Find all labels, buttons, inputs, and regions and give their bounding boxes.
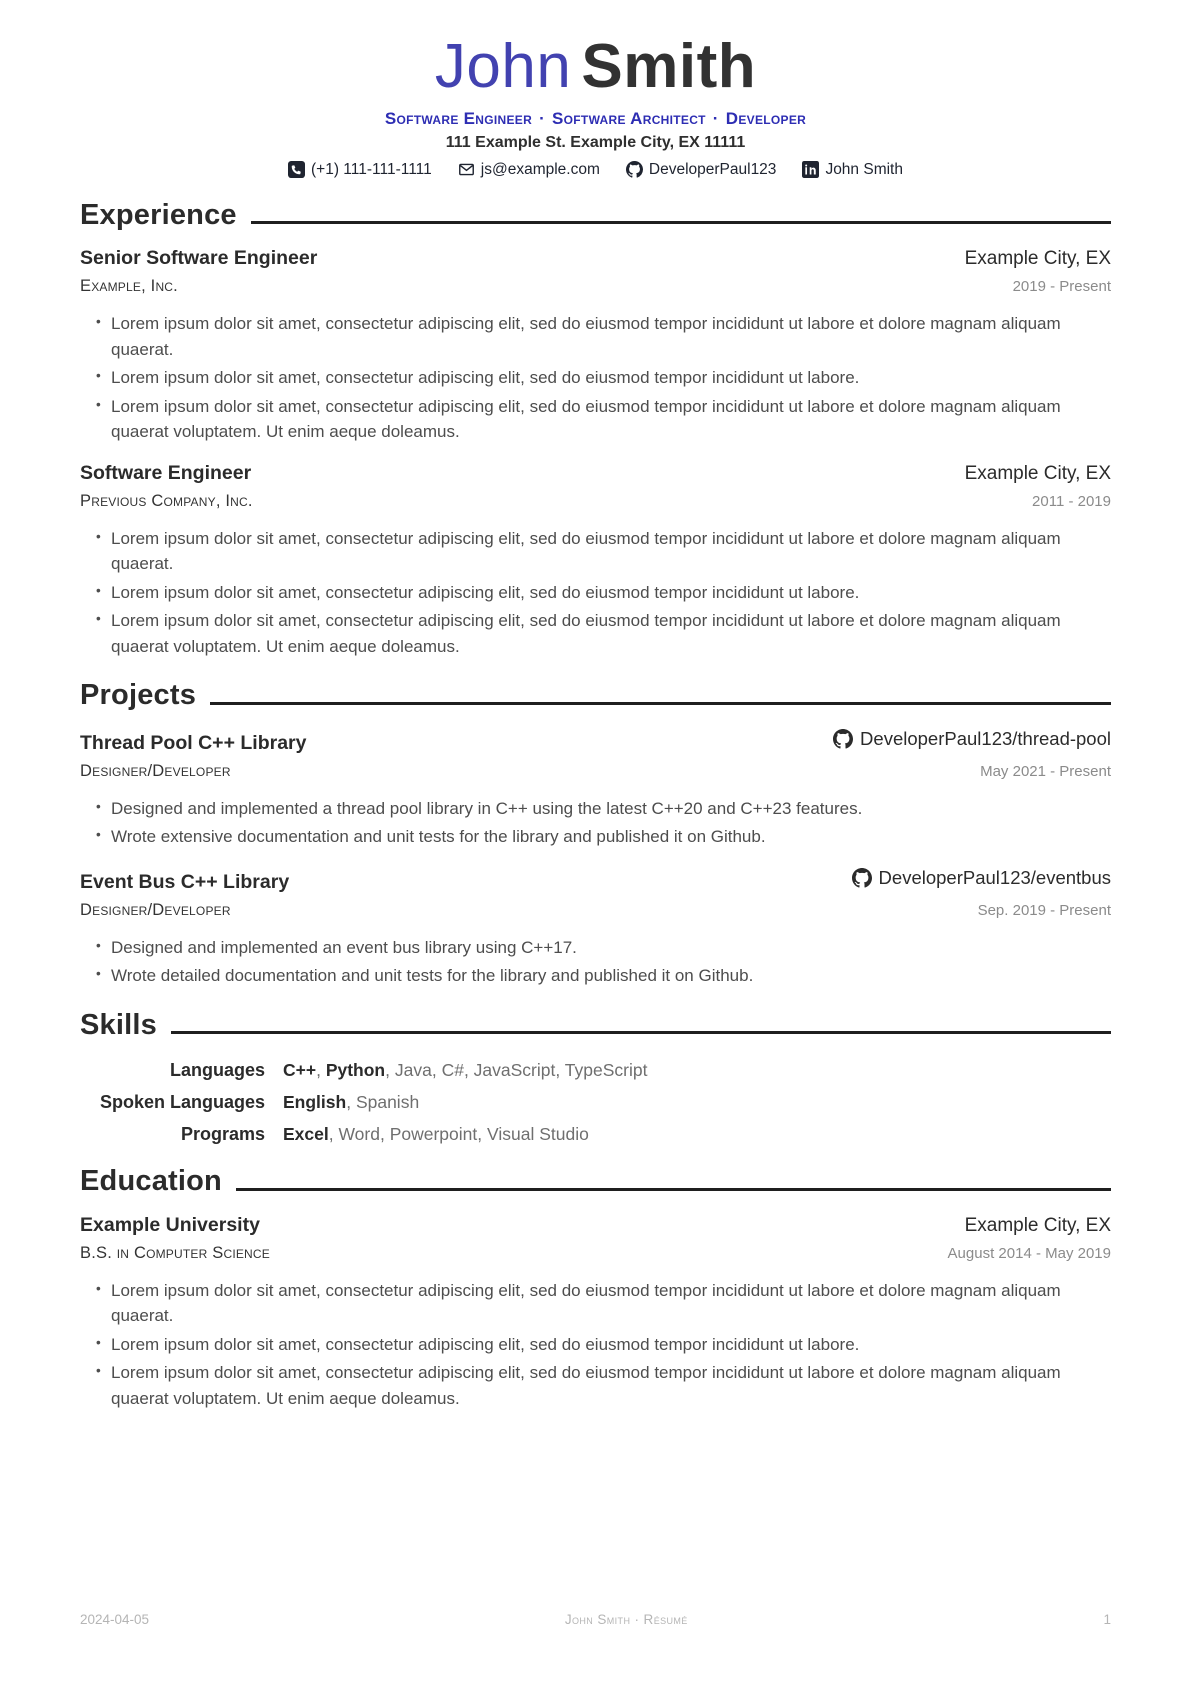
bullet-item: • Lorem ipsum dolor sit amet, consectetur adipiscing elit, sed do eiusmod tempor incididunt ut labore et dolore magnam aliquam quaerat voluptatem. Ut enim aeque doleamus. bbox=[96, 608, 1111, 659]
skill-item: Excel bbox=[283, 1124, 329, 1145]
bullet-item: • Lorem ipsum dolor sit amet, consectetur adipiscing elit, sed do eiusmod tempor incididunt ut labore. bbox=[96, 1332, 1111, 1358]
full-name bbox=[80, 34, 1111, 101]
section-heading bbox=[80, 1010, 1111, 1040]
bullet-list bbox=[80, 935, 1111, 989]
bullet-item: • Lorem ipsum dolor sit amet, consectetur adipiscing elit, sed do eiusmod tempor incididunt ut labore et dolore magnam aliquam quaerat. bbox=[96, 311, 1111, 362]
entry-header-row bbox=[80, 462, 1111, 485]
bullet-item: • Wrote detailed documentation and unit tests for the library and published it on Github. bbox=[96, 963, 1111, 989]
entry-subtitle: B.S. in Computer Science bbox=[80, 1243, 270, 1262]
entry-dates: 2011 - 2019 bbox=[1032, 492, 1111, 510]
skill-row bbox=[80, 1060, 1111, 1081]
section-rule bbox=[210, 702, 1111, 705]
section-title: Education bbox=[80, 1165, 222, 1198]
skill-label: Languages bbox=[169, 1060, 265, 1081]
phone-icon bbox=[288, 161, 305, 178]
experience-entry bbox=[80, 247, 1111, 445]
entry-title: Thread Pool C++ Library bbox=[80, 731, 307, 754]
entry-header-row bbox=[80, 728, 1111, 755]
email-contact[interactable] bbox=[458, 161, 600, 179]
section-heading bbox=[80, 200, 1111, 230]
repo-name: DeveloperPaul123/thread-pool bbox=[860, 727, 1111, 749]
contact-text: John Smith bbox=[825, 160, 903, 178]
skill-label: Programs bbox=[180, 1124, 265, 1145]
bullet-list bbox=[80, 796, 1111, 850]
education-entry bbox=[80, 1214, 1111, 1412]
entry-title: Event Bus C++ Library bbox=[80, 870, 290, 893]
contact-text: js@example.com bbox=[480, 160, 600, 178]
contact-text: (+1) 111-111-1111 bbox=[311, 160, 432, 178]
skill-row bbox=[80, 1092, 1111, 1113]
skill-item: Spanish bbox=[355, 1092, 420, 1113]
entry-location: Example City, EX bbox=[964, 248, 1111, 270]
repo-name: DeveloperPaul123/eventbus bbox=[878, 866, 1111, 888]
section-heading bbox=[80, 680, 1111, 710]
entry-subtitle: Designer/Developer bbox=[80, 761, 231, 780]
section-rule bbox=[236, 1188, 1111, 1191]
experience-entries bbox=[80, 247, 1111, 659]
skill-row bbox=[80, 1124, 1111, 1145]
entry-subtitle: Previous Company, Inc. bbox=[80, 491, 253, 510]
linkedin-icon bbox=[802, 161, 819, 178]
skill-item: Java bbox=[394, 1060, 432, 1081]
section-projects bbox=[80, 680, 1111, 988]
skill-label: Spoken Languages bbox=[99, 1092, 265, 1113]
first-name: John bbox=[434, 32, 572, 101]
experience-entry bbox=[80, 462, 1111, 660]
tagline-separator: · bbox=[539, 108, 546, 128]
entry-dates: Sep. 2019 - Present bbox=[977, 901, 1111, 919]
bullet-item: • Wrote extensive documentation and unit tests for the library and published it on Github. bbox=[96, 824, 1111, 850]
resume-header bbox=[80, 34, 1111, 179]
skill-item: C++ bbox=[283, 1060, 317, 1081]
skill-item: TypeScript bbox=[564, 1060, 648, 1081]
entry-location: Example City, EX bbox=[964, 462, 1111, 484]
project-entry bbox=[80, 867, 1111, 989]
entry-subheader-row bbox=[80, 1244, 1111, 1263]
section-title: Skills bbox=[80, 1008, 157, 1041]
project-entry bbox=[80, 728, 1111, 850]
project-entries bbox=[80, 728, 1111, 989]
section-rule bbox=[251, 221, 1111, 224]
bullet-item: • Designed and implemented a thread pool library in C++ using the latest C++20 and C++23 features. bbox=[96, 796, 1111, 822]
bullet-list bbox=[80, 1278, 1111, 1412]
tagline-separator: · bbox=[712, 108, 719, 128]
skills-rows bbox=[80, 1060, 1111, 1145]
github-contact[interactable] bbox=[626, 161, 777, 179]
contact-row bbox=[80, 161, 1111, 179]
entry-title: Example University bbox=[80, 1213, 260, 1236]
entry-subheader-row bbox=[80, 277, 1111, 296]
skill-values: C++, Python, Java, C#, JavaScript, TypeScript bbox=[283, 1060, 648, 1081]
repo-link[interactable] bbox=[852, 867, 1111, 889]
skill-item: C# bbox=[441, 1060, 464, 1081]
section-heading bbox=[80, 1166, 1111, 1196]
repo-link[interactable] bbox=[833, 728, 1111, 750]
tagline: Software Engineer bbox=[384, 108, 533, 128]
skill-item: Word bbox=[338, 1124, 380, 1145]
taglines bbox=[80, 109, 1111, 129]
skill-item: Visual Studio bbox=[487, 1124, 589, 1145]
entry-subheader-row bbox=[80, 762, 1111, 781]
bullet-item: • Lorem ipsum dolor sit amet, consectetur adipiscing elit, sed do eiusmod tempor incididunt ut labore. bbox=[96, 580, 1111, 606]
skill-item: Python bbox=[325, 1060, 386, 1081]
tagline: Software Architect bbox=[552, 108, 706, 128]
bullet-item: • Lorem ipsum dolor sit amet, consectetur adipiscing elit, sed do eiusmod tempor incididunt ut labore et dolore magnam aliquam quaerat. bbox=[96, 1278, 1111, 1329]
entry-title: Senior Software Engineer bbox=[80, 247, 318, 270]
bullet-item: • Lorem ipsum dolor sit amet, consectetur adipiscing elit, sed do eiusmod tempor incididunt ut labore et dolore magnam aliquam quaerat. bbox=[96, 526, 1111, 577]
section-title: Experience bbox=[80, 198, 237, 231]
address: 111 Example St. Example City, EX 11111 bbox=[445, 133, 746, 151]
footer-title: John Smith · Résumé bbox=[564, 1612, 688, 1627]
entry-title: Software Engineer bbox=[80, 461, 252, 484]
section-rule bbox=[171, 1031, 1111, 1034]
entry-subtitle: Example, Inc. bbox=[80, 277, 178, 296]
github-icon bbox=[626, 161, 643, 178]
bullet-list bbox=[80, 311, 1111, 445]
bullet-item: • Designed and implemented an event bus library using C++17. bbox=[96, 935, 1111, 961]
skill-item: JavaScript bbox=[473, 1060, 556, 1081]
last-name: Smith bbox=[581, 32, 757, 101]
skill-item: English bbox=[283, 1092, 347, 1113]
section-experience bbox=[80, 200, 1111, 659]
skill-values: English, Spanish bbox=[283, 1092, 420, 1113]
phone-contact[interactable] bbox=[288, 161, 432, 179]
bullet-item: • Lorem ipsum dolor sit amet, consectetur adipiscing elit, sed do eiusmod tempor incididunt ut labore. bbox=[96, 365, 1111, 391]
entry-dates: May 2021 - Present bbox=[980, 762, 1111, 780]
bullet-list bbox=[80, 526, 1111, 660]
footer-date: 2024-04-05 bbox=[80, 1612, 150, 1627]
entry-dates: 2019 - Present bbox=[1012, 278, 1111, 296]
email-icon bbox=[458, 161, 475, 178]
entry-subheader-row bbox=[80, 492, 1111, 511]
entry-subheader-row bbox=[80, 901, 1111, 920]
bullet-item: • Lorem ipsum dolor sit amet, consectetur adipiscing elit, sed do eiusmod tempor incididunt ut labore et dolore magnam aliquam quaerat voluptatem. Ut enim aeque doleamus. bbox=[96, 1360, 1111, 1411]
entry-dates: August 2014 - May 2019 bbox=[947, 1244, 1111, 1262]
bullet-item: • Lorem ipsum dolor sit amet, consectetur adipiscing elit, sed do eiusmod tempor incididunt ut labore et dolore magnam aliquam quaerat voluptatem. Ut enim aeque doleamus. bbox=[96, 394, 1111, 445]
github-icon bbox=[833, 729, 853, 749]
linkedin-contact[interactable] bbox=[802, 161, 903, 179]
entry-subtitle: Designer/Developer bbox=[80, 900, 231, 919]
page-footer bbox=[80, 1612, 1111, 1627]
entry-header-row bbox=[80, 867, 1111, 894]
entry-header-row bbox=[80, 1214, 1111, 1237]
section-skills bbox=[80, 1010, 1111, 1145]
skill-values: Excel, Word, Powerpoint, Visual Studio bbox=[283, 1124, 589, 1145]
footer-page-number: 1 bbox=[1103, 1612, 1111, 1627]
section-title: Projects bbox=[80, 679, 197, 712]
education-entries bbox=[80, 1214, 1111, 1412]
github-icon bbox=[852, 868, 872, 888]
skill-item: Powerpoint bbox=[389, 1124, 478, 1145]
contact-text: DeveloperPaul123 bbox=[648, 160, 777, 178]
entry-location: Example City, EX bbox=[964, 1214, 1111, 1236]
tagline: Developer bbox=[725, 108, 807, 128]
entry-header-row bbox=[80, 247, 1111, 270]
section-education bbox=[80, 1166, 1111, 1411]
